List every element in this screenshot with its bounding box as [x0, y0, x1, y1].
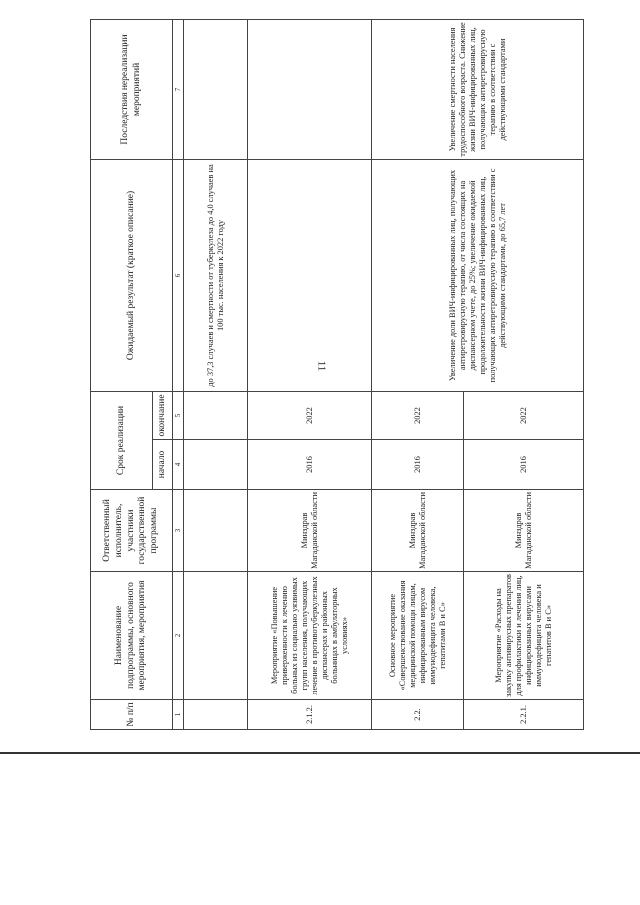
header-consequences: Последствия нереализации мероприятий: [91, 19, 173, 159]
row-start: 2016: [248, 440, 372, 490]
row-num: 2.2.1.: [464, 700, 584, 730]
row-start: 2016: [464, 440, 584, 490]
row-result: Увеличение доли ВИЧ-инфицированных лиц, получающих антиретровирусную терапию, от числа состоящих на диспансерном учете, до 25%; увеличение ожидаемой продолжительности жизни ВИЧ-инфицированных лиц, получающих антиретровирусную терапию в соответствии с действующими стандартами, до 65,7 лет: [372, 159, 584, 391]
page-number: 11: [315, 360, 328, 372]
col-number: 7: [173, 19, 184, 159]
header-term: Срок реализации: [91, 391, 153, 489]
table-row: [184, 19, 248, 729]
row-end: 2022: [248, 391, 372, 439]
row-executor: Минздрав Магаданской области: [372, 490, 464, 572]
row-executor: Минздрав Магаданской области: [248, 490, 372, 572]
row-end: [184, 391, 248, 439]
row-result: до 37,3 случаев и смертности от туберкулеза до 4,0 случаев на 100 тыс. населения к 2022 году: [184, 159, 248, 391]
col-number: 4: [173, 440, 184, 490]
col-number: 6: [173, 159, 184, 391]
measures-table: [90, 19, 584, 730]
row-end: 2022: [464, 391, 584, 439]
row-consequences: Увеличение смертности населения трудоспособного возраста. Снижение жизни ВИЧ-инфицированных лиц, получающих антиретровирусную терапию в соответствии с действующими стандартами: [372, 19, 584, 159]
row-num: 2.1.2.: [248, 700, 372, 730]
table-row: [248, 19, 372, 729]
row-name: [184, 572, 248, 700]
col-number: 3: [173, 490, 184, 572]
row-end: 2022: [372, 391, 464, 439]
row-num: 2.2.: [372, 700, 464, 730]
header-start: начало: [153, 440, 173, 490]
column-numbers-row: [173, 19, 184, 729]
row-executor: [184, 490, 248, 572]
row-start: 2016: [372, 440, 464, 490]
page-edge-line: [0, 752, 640, 754]
header-result: Ожидаемый результат (краткое описание): [91, 159, 173, 391]
header-name: Наименование подпрограммы, основного мероприятия, мероприятия: [91, 572, 173, 700]
row-executor: Минздрав Магаданской области: [464, 490, 584, 572]
row-num: [184, 700, 248, 730]
row-consequences: [184, 19, 248, 159]
row-consequences: [248, 19, 372, 159]
row-name: Мероприятие «Повышение приверженности к лечению больных из социально уязвимых групп населения, получающих лечение в противотуберкулезных диспансерах и районных больницах в амбулаторных условиях»: [248, 572, 372, 700]
col-number: 2: [173, 572, 184, 700]
row-name: Основное мероприятие «Совершенствование оказания медицинской помощи лицам, инфицированным вирусом иммунодефицита человека, гепатитами B и C»: [372, 572, 464, 700]
row-name: Мероприятие «Расходы на закупку антивирусных препаратов для профилактики и лечения лиц, инфицированных вирусами иммунодефицита человека и гепатитов B и C»: [464, 572, 584, 700]
col-number: 5: [173, 391, 184, 439]
col-number: 1: [173, 700, 184, 730]
header-executor: Ответственный исполнитель, участники государственной программы: [91, 490, 173, 572]
rotated-table-container: [90, 20, 554, 730]
table-row: [372, 19, 464, 729]
row-start: [184, 440, 248, 490]
header-end: окончание: [153, 391, 173, 439]
row-result: [248, 159, 372, 391]
header-num: № п/п: [91, 700, 173, 730]
